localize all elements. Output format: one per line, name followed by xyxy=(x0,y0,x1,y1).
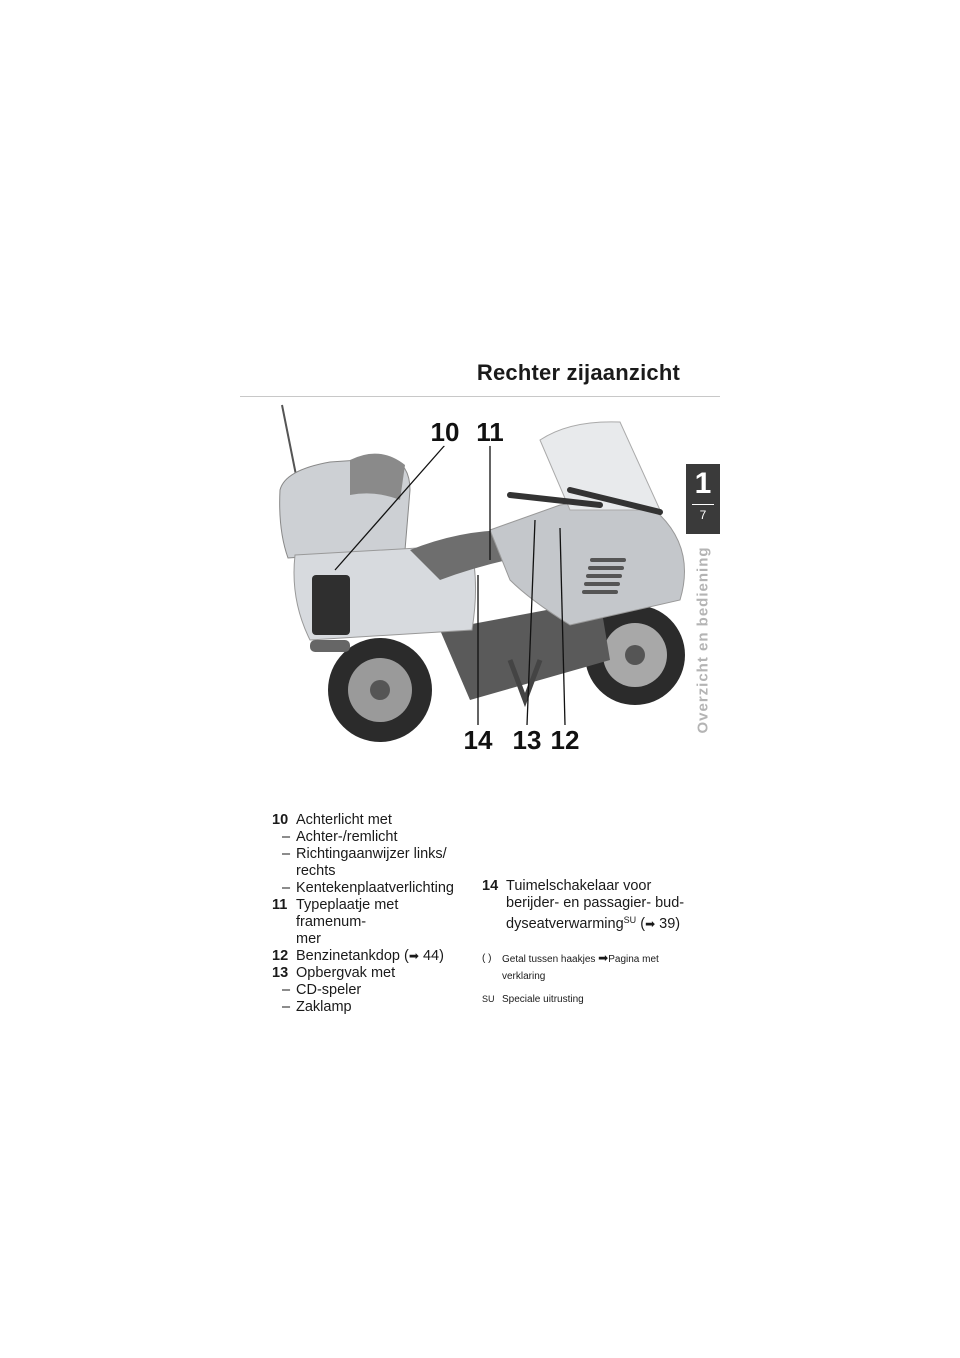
backrest xyxy=(350,454,405,500)
callout-11-label: 11 xyxy=(476,417,504,447)
legend-num: 10 xyxy=(272,812,289,828)
footnotes xyxy=(482,950,702,1014)
callout-12 xyxy=(551,725,580,755)
legend-text: Benzinetankdop ( xyxy=(296,948,409,964)
legend-item-14 xyxy=(482,878,692,895)
arrow-icon: ➡ xyxy=(598,951,609,965)
legend-text: Typeplaatje met framenum- xyxy=(296,897,399,930)
legend-num: 13 xyxy=(272,965,289,981)
legend-sub: – Zaklamp xyxy=(282,999,352,1015)
callout-14 xyxy=(464,725,493,755)
dash: – xyxy=(282,846,291,862)
page-number: 7 xyxy=(699,508,707,522)
dash: – xyxy=(282,829,291,845)
exhaust xyxy=(310,640,350,652)
page-title: Rechter zijaanzicht xyxy=(476,360,680,385)
legend-sub-cont: rechts xyxy=(296,863,336,879)
legend-num: 14 xyxy=(482,878,499,894)
page-ref: 44) xyxy=(422,948,444,964)
motorcycle-figure xyxy=(240,400,720,770)
callout-10 xyxy=(431,417,460,447)
note-parentheses: ( ) Getal tussen haakjes ➡Pagina met verklaring xyxy=(482,951,659,982)
title-rule xyxy=(240,396,720,397)
legend-item-11 xyxy=(272,897,472,931)
legend-item-13 xyxy=(272,965,472,982)
dash: – xyxy=(282,880,291,896)
callout-14-label: 14 xyxy=(463,725,493,755)
dash: – xyxy=(282,982,291,998)
page-ref: 39) xyxy=(659,916,681,932)
callout-13-label: 13 xyxy=(512,725,542,755)
legend-text: Achterlicht met xyxy=(296,812,392,828)
legend-cont: mer xyxy=(296,931,321,947)
ref-open: ( xyxy=(640,916,646,932)
chapter-number: 1 xyxy=(694,467,712,500)
callout-13 xyxy=(513,725,542,755)
main-body xyxy=(490,502,685,625)
legend-text: Tuimelschakelaar voor xyxy=(506,878,652,894)
legend-num: 11 xyxy=(272,897,288,913)
note-mark: SU xyxy=(482,994,495,1004)
rear-wheel xyxy=(328,638,432,742)
note-special-equipment: SU Speciale uitrusting xyxy=(482,991,702,1008)
legend-left-column xyxy=(272,812,472,1016)
legend-sub: – Achter-/remlicht xyxy=(282,829,398,845)
note-mark: ( ) xyxy=(482,953,492,964)
legend-sub: – CD-speler xyxy=(282,982,362,998)
arrow-icon: ➡ xyxy=(408,949,419,963)
legend-right-column xyxy=(482,878,692,933)
side-chapter-label: Overzicht en bediening xyxy=(694,546,712,734)
legend-cont: dyseatverwarming$^{SU}$ (➡ 39) xyxy=(506,915,681,932)
su-superscript: SU xyxy=(623,915,637,925)
callout-12-label: 12 xyxy=(550,725,580,755)
legend-text: Opbergvak met xyxy=(296,965,396,981)
legend-item-10 xyxy=(272,812,472,829)
arrow-icon: ➡ xyxy=(645,917,656,931)
legend-cont: berijder- en passagier- bud- xyxy=(506,895,685,911)
dash: – xyxy=(282,999,291,1015)
license-plate xyxy=(312,575,350,635)
callout-11 xyxy=(476,417,504,447)
legend-sub: – Richtingaanwijzer links/ xyxy=(282,846,447,862)
legend-num: 12 xyxy=(272,948,289,964)
legend-item-12 xyxy=(272,948,472,965)
legend-sub: – Kentekenplaatverlichting xyxy=(282,880,454,896)
callout-10-label: 10 xyxy=(430,417,460,447)
